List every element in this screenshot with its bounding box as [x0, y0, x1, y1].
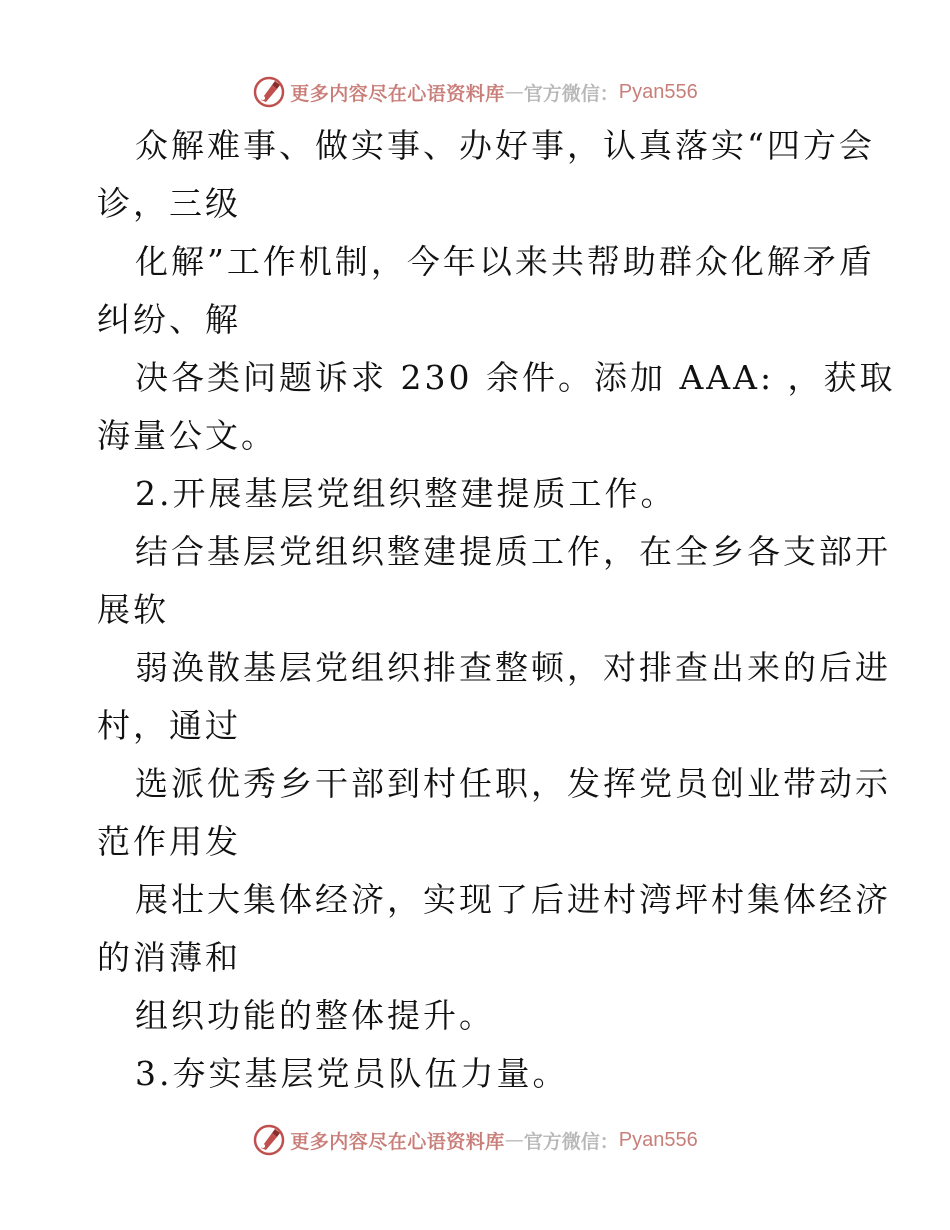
section-heading: 3.夯实基层党员队伍力量。 — [135, 1054, 569, 1093]
watermark-main-text: 更多内容尽在心语资料库 — [290, 82, 505, 105]
watermark-separator: — — [504, 1129, 524, 1151]
text-line: 纠纷、解 — [97, 300, 241, 339]
text-line: 组织功能的整体提升。 — [135, 996, 495, 1035]
text-line: 的消薄和 — [97, 938, 241, 977]
watermark-wechat-id: Pyan556 — [618, 80, 698, 103]
text-line: 决各类问题诉求 230 余件。添加 AAA: ，获取 — [135, 358, 896, 397]
text-line: 结合基层党组织整建提质工作，在全乡各支部开 — [135, 532, 891, 571]
text-line: 展软 — [97, 590, 169, 629]
watermark-main-text: 更多内容尽在心语资料库 — [290, 1130, 505, 1153]
watermark-official-label: 官方微信： — [523, 1130, 619, 1153]
pen-nib-logo-icon — [252, 75, 286, 109]
text-line: 展壮大集体经济，实现了后进村湾坪村集体经济 — [135, 880, 891, 919]
footer-watermark — [0, 1120, 950, 1160]
watermark-official-label: 官方微信： — [523, 82, 619, 105]
watermark-wechat-id: Pyan556 — [618, 1128, 698, 1151]
text-line: 化解”工作机制，今年以来共帮助群众化解矛盾 — [135, 242, 875, 281]
text-line: 村，通过 — [97, 706, 241, 745]
watermark-separator: — — [504, 81, 524, 103]
text-line: 诊，三级 — [97, 184, 241, 223]
text-line: 范作用发 — [97, 822, 241, 861]
text-line: 弱涣散基层党组织排查整顿，对排查出来的后进 — [135, 648, 891, 687]
header-watermark — [0, 72, 950, 112]
section-heading: 2.开展基层党组织整建提质工作。 — [135, 474, 677, 513]
text-line: 选派优秀乡干部到村任职，发挥党员创业带动示 — [135, 764, 891, 803]
pen-nib-logo-icon — [252, 1123, 286, 1157]
text-line: 众解难事、做实事、办好事，认真落实“四方会 — [135, 126, 875, 165]
text-line: 海量公文。 — [97, 416, 277, 455]
